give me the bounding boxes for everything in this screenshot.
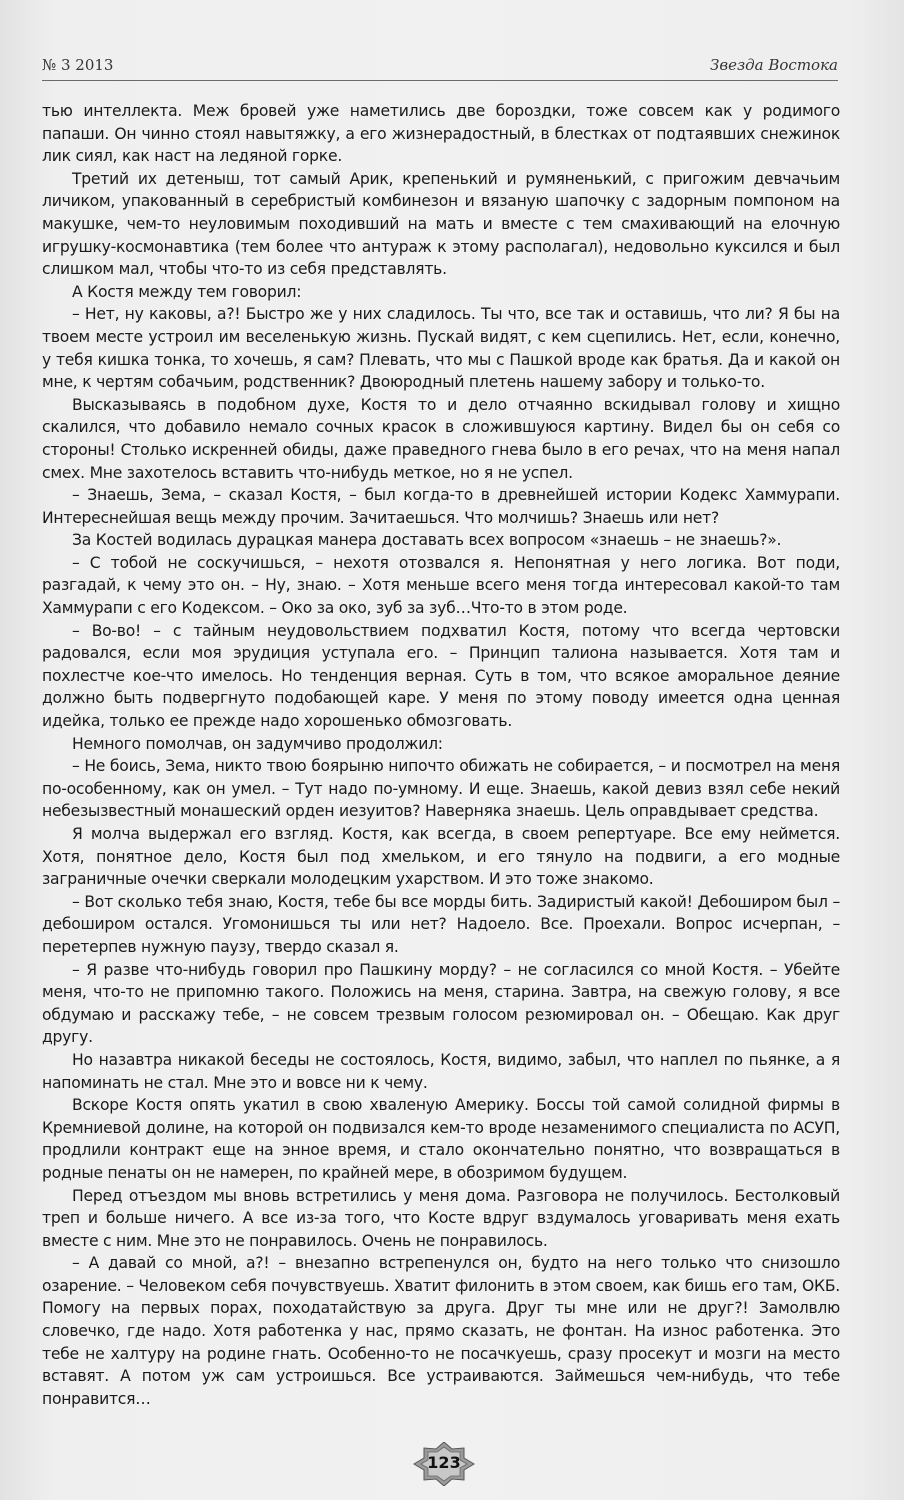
paragraph: – А давай со мной, а?! – внезапно встрепенулся он, будто на него только что снизошло озарение. – Человеком себя почувствуешь. Хватит филонить в этом своем, как бишь его там, ОКБ. Помогу на первых порах, походатайствую за друга. Друг ты мне или не друг?! Замолвлю словечко, где надо. Хотя работенка у нас, прямо сказать, не фонтан. На износ работенка. Это тебе не халтуру на родине гнать. Особенно-то не посачкуешь, сразу просекут и мозги на место вставят. А потом уж сам устроишься. Все устраиваются. Займешься чем-нибудь, что тебе понравится… xyxy=(42,1254,840,1408)
paragraph: Высказываясь в подобном духе, Костя то и дело отчаянно вскидывал голову и хищно скалился, что добавило немало сочных красок в сложившуюся картину. Видел бы он себя со стороны! Столько искренней обиды, даже праведного гнева было в его речах, что на меня напал смех. Мне захотелось вставить что-нибудь меткое, но я не успел. xyxy=(42,395,840,482)
paragraph: Я молча выдержал его взгляд. Костя, как всегда, в своем репертуаре. Все ему неймется. Хотя, понятное дело, Костя был под хмельком, и его тянуло на подвиги, а его модные заграничные очечки сверкали молодецким ухарством. И это тоже знакомо. xyxy=(42,825,840,889)
paragraph: – С тобой не соскучишься, – нехотя отозвался я. Непонятная у него логика. Вот поди, разгадай, к чему это он. – Ну, знаю. – Хотя меньше всего меня тогда интересовал какой-то там Хаммурапи с его Кодексом. – Око за око, зуб за зуб…Что-то в этом роде. xyxy=(42,553,840,618)
paragraph: – Не боись, Зема, никто твою боярыню нипочто обижать не собирается, – и посмотрел на меня по-особенному, как он умел. – Тут надо по-умному. И еще. Знаешь, какой девиз взял себе некий небезызвестный монашеский орден иезуитов? Наверняка знаешь. Цель оправдывает средства. xyxy=(42,757,840,821)
paragraph: За Костей водилась дурацкая манера доставать всех вопросом «знаешь – не знаешь?». xyxy=(72,531,782,550)
running-header xyxy=(42,54,838,81)
paragraph: – Знаешь, Зема, – сказал Костя, – был когда-то в древнейшей истории Кодекс Хаммурапи. Интереснейшая вещь между прочим. Зачитаешься. Что молчишь? Знаешь или нет? xyxy=(42,486,840,527)
page-number-badge xyxy=(412,1442,476,1486)
paragraph: Перед отъездом мы вновь встретились у меня дома. Разговора не получилось. Бестолковый треп и больше ничего. А все из-за того, что Косте вдруг вздумалось уговаривать меня ехать вместе с ним. Мне это не понравилось. Очень не понравилось. xyxy=(42,1186,840,1250)
paragraph: Третий их детеныш, тот самый Арик, крепенький и румяненький, с пригожим девчачьим личиком, упакованный в серебристый комбинезон и вязаную шапочку с задорным помпоном на макушке, чем-то неуловимым походивший на мать и вместе с тем смахивающий на елочную игрушку-космонавтика (тем более что антураж к этому располагал), недовольно куксился и был слишком мал, чтобы что-то из себя представлять. xyxy=(42,169,840,279)
paragraph: – Вот сколько тебя знаю, Костя, тебе бы все морды бить. Задиристый какой! Дебоширом был – дебоширом остался. Угомонишься ты или нет? Надоело. Все. Проехали. Вопрос исчерпан, – перетерпев нужную паузу, твердо сказал я. xyxy=(42,892,840,956)
paragraph: Немного помолчав, он задумчиво продолжил: xyxy=(72,734,443,753)
journal-title: Звезда Востока xyxy=(710,56,838,74)
paragraph: А Костя между тем говорил: xyxy=(72,282,302,301)
paragraph: – Во-во! – с тайным неудовольствием подхватил Костя, потому что всегда чертовски радовался, если моя эрудиция уступала его. – Принцип талиона называется. Хотя там и похлестче кое-что имелось. Но тенденция верная. Суть в том, что всякое аморальное деяние должно быть подвергнуто подобающей каре. У меня по этому поводу имеется одна ценная идейка, только ее прежде надо хорошенько обмозговать. xyxy=(42,621,840,731)
paragraph: тью интеллекта. Меж бровей уже наметились две бороздки, тоже совсем как у родимого папаши. Он чинно стоял навытяжку, а его жизнерадостный, в блестках от подтаявших снежинок лик сиял, как наст на ледяной горке. xyxy=(42,102,840,166)
issue-number: № 3 2013 xyxy=(42,56,114,74)
paragraph: – Нет, ну каковы, а?! Быстро же у них сладилось. Ты что, все так и оставишь, что ли? Я бы на твоем месте устроил им веселенькую жизнь. Пускай видят, с кем сцепились. Нет, если, конечно, у тебя кишка тонка, то хочешь, я сам? Плевать, что мы с Пашкой вроде как братья. Да и какой он мне, к чертям собачьим, родственник? Двоюродный плетень нашему забору и только-то. xyxy=(42,305,840,392)
paragraph: Но назавтра никакой беседы не состоялось, Костя, видимо, забыл, что наплел по пьянке, а я напоминать не стал. Мне это и вовсе ни к чему. xyxy=(42,1050,840,1092)
paragraph: – Я разве что-нибудь говорил про Пашкину морду? – не согласился со мной Костя. – Убейте меня, что-то не припомню такого. Положись на меня, старина. Завтра, на свежую голову, я все обдумаю и расскажу тебе, – не совсем трезвым голосом резюмировал он. – Обещаю. Как друг другу. xyxy=(42,960,840,1047)
body-text xyxy=(42,100,840,1410)
paragraph: Вскоре Костя опять укатил в свою хваленую Америку. Боссы той самой солидной фирмы в Кремниевой долине, на которой он подвизался кем-то вроде незаменимого специалиста по АСУП, продлили контракт еще на энное время, и стало окончательно понятно, что возвращаться в родные пенаты он не намерен, по крайней мере, в обозримом будущем. xyxy=(42,1096,840,1182)
page-number: 123 xyxy=(427,1453,461,1472)
